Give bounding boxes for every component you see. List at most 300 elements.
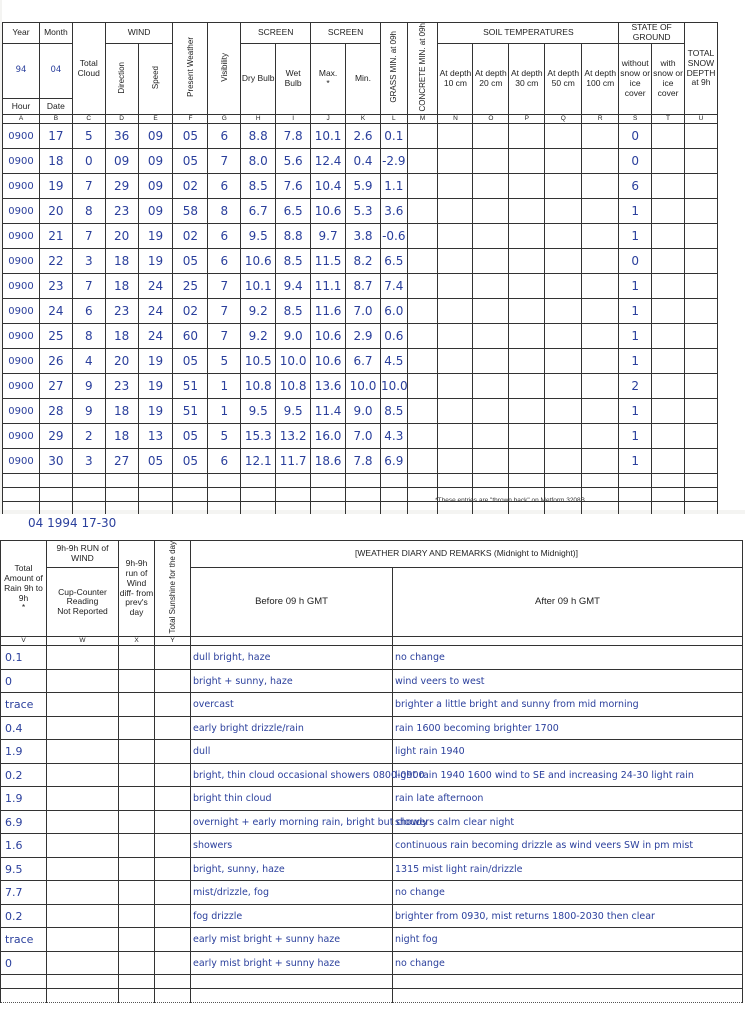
cell-dry: 6.7 xyxy=(241,199,276,224)
empty-cell xyxy=(545,449,582,474)
empty-cell xyxy=(545,249,582,274)
cell-vis: 6 xyxy=(208,449,241,474)
diary-row xyxy=(1,928,743,952)
observation-row xyxy=(3,249,718,274)
bottom-form-sheet xyxy=(0,514,745,1024)
cell-cloud: 9 xyxy=(72,399,105,424)
min-header: Min. xyxy=(346,43,381,115)
empty-cell xyxy=(509,324,545,349)
cell-hour: 0900 xyxy=(3,449,40,474)
cell-after: wind veers to west xyxy=(393,669,743,693)
empty-cell xyxy=(155,951,191,975)
empty-cell xyxy=(684,299,717,324)
cell-vis: 1 xyxy=(208,374,241,399)
cell-rain: 9.5 xyxy=(1,857,47,881)
cell-vis: 5 xyxy=(208,349,241,374)
cell-max: 11.6 xyxy=(311,299,346,324)
cell-ground: 2 xyxy=(619,374,652,399)
empty-cell xyxy=(393,989,743,1003)
empty-cell xyxy=(652,249,685,274)
empty-cell xyxy=(155,716,191,740)
diary-row xyxy=(1,693,743,717)
cell-dir: 20 xyxy=(105,224,138,249)
cell-vis: 6 xyxy=(208,249,241,274)
empty-cell xyxy=(47,834,119,858)
empty-cell xyxy=(652,124,685,149)
empty-cell xyxy=(582,274,619,299)
empty-cell xyxy=(119,693,155,717)
max-header: Max. * xyxy=(311,43,346,115)
cell-date: 22 xyxy=(39,249,72,274)
empty-cell xyxy=(438,474,473,488)
cell-weather: 51 xyxy=(173,374,208,399)
empty-cell xyxy=(393,975,743,989)
cell-ground: 1 xyxy=(619,224,652,249)
empty-cell xyxy=(545,199,582,224)
cell-grass: 6.9 xyxy=(380,449,407,474)
cell-date: 26 xyxy=(39,349,72,374)
cell-speed: 09 xyxy=(138,199,173,224)
cell-min: 8.7 xyxy=(346,274,381,299)
month-header: Month xyxy=(39,23,72,44)
empty-cell xyxy=(684,424,717,449)
cell-date: 25 xyxy=(39,324,72,349)
cell-vis: 7 xyxy=(208,274,241,299)
cell-weather: 02 xyxy=(173,224,208,249)
empty-cell xyxy=(3,474,40,488)
cell-date: 29 xyxy=(39,424,72,449)
empty-cell xyxy=(47,881,119,905)
cell-rain: 0.4 xyxy=(1,716,47,740)
cell-weather: 25 xyxy=(173,274,208,299)
empty-cell xyxy=(407,299,438,324)
empty-cell xyxy=(545,224,582,249)
column-letter: K xyxy=(346,115,381,124)
cell-hour: 0900 xyxy=(3,349,40,374)
screen-header-2: SCREEN xyxy=(311,23,381,44)
cell-before: early mist bright + sunny haze xyxy=(191,951,393,975)
observation-row xyxy=(3,149,718,174)
empty-cell xyxy=(652,199,685,224)
cell-rain: 1.6 xyxy=(1,834,47,858)
cell-dir: 36 xyxy=(105,124,138,149)
cell-speed: 24 xyxy=(138,324,173,349)
cell-dir: 23 xyxy=(105,374,138,399)
cell-grass: 6.5 xyxy=(380,249,407,274)
cell-wet: 9.0 xyxy=(276,324,311,349)
top-data-rows xyxy=(3,124,718,474)
cell-min: 5.3 xyxy=(346,199,381,224)
empty-cell xyxy=(155,881,191,905)
observation-row xyxy=(3,224,718,249)
cell-cloud: 9 xyxy=(72,374,105,399)
cell-rain: 0 xyxy=(1,669,47,693)
cell-after: 1315 mist light rain/drizzle xyxy=(393,857,743,881)
run-diff-header: 9h-9h run of Wind diff- from prev's day xyxy=(119,541,155,637)
empty-cell xyxy=(509,349,545,374)
empty-cell xyxy=(3,488,40,502)
empty-cell xyxy=(407,249,438,274)
cell-max: 9.7 xyxy=(311,224,346,249)
visibility-header: Visibility xyxy=(208,23,241,115)
cell-rain: 0.2 xyxy=(1,904,47,928)
cell-after: light rain 1940 1600 wind to SE and increasing 24-30 light rain xyxy=(393,763,743,787)
empty-cell xyxy=(652,374,685,399)
empty-cell xyxy=(47,716,119,740)
empty-cell xyxy=(545,349,582,374)
empty-cell xyxy=(684,474,717,488)
cell-grass: 0.1 xyxy=(380,124,407,149)
cell-cloud: 3 xyxy=(72,449,105,474)
cell-dry: 10.6 xyxy=(241,249,276,274)
empty-cell xyxy=(155,740,191,764)
cell-weather: 05 xyxy=(173,424,208,449)
cell-wet: 7.8 xyxy=(276,124,311,149)
empty-cell xyxy=(652,299,685,324)
concrete-min-header: CONCRETE MIN. at 09h xyxy=(407,23,438,115)
empty-cell xyxy=(473,199,509,224)
empty-cell xyxy=(438,274,473,299)
empty-cell xyxy=(684,199,717,224)
diary-row xyxy=(1,810,743,834)
cell-cloud: 3 xyxy=(72,249,105,274)
cell-dir: 18 xyxy=(105,274,138,299)
cell-dry: 8.5 xyxy=(241,174,276,199)
cell-min: 7.0 xyxy=(346,299,381,324)
cell-date: 23 xyxy=(39,274,72,299)
column-letter: A xyxy=(3,115,40,124)
cell-before: dull xyxy=(191,740,393,764)
empty-cell xyxy=(509,249,545,274)
cell-ground: 0 xyxy=(619,249,652,274)
cell-hour: 0900 xyxy=(3,299,40,324)
empty-cell xyxy=(684,124,717,149)
empty-cell xyxy=(119,787,155,811)
empty-cell xyxy=(155,763,191,787)
observation-row xyxy=(3,374,718,399)
empty-cell xyxy=(407,324,438,349)
empty-cell xyxy=(684,488,717,502)
diary-row xyxy=(1,646,743,670)
cell-vis: 8 xyxy=(208,199,241,224)
empty-cell xyxy=(545,324,582,349)
cell-wet: 10.8 xyxy=(276,374,311,399)
cell-vis: 7 xyxy=(208,324,241,349)
column-letter: M xyxy=(407,115,438,124)
empty-cell xyxy=(138,488,173,502)
speed-header: Speed xyxy=(138,43,173,115)
empty-cell xyxy=(119,928,155,952)
column-letter: G xyxy=(208,115,241,124)
cell-speed: 13 xyxy=(138,424,173,449)
empty-cell xyxy=(684,149,717,174)
cell-grass: -2.9 xyxy=(380,149,407,174)
empty-cell xyxy=(545,424,582,449)
soil-20-header: At depth 20 cm xyxy=(473,43,509,115)
empty-cell xyxy=(155,904,191,928)
cell-after: no change xyxy=(393,951,743,975)
cell-dry: 12.1 xyxy=(241,449,276,474)
present-weather-header: Present Weather xyxy=(173,23,208,115)
empty-cell xyxy=(47,975,119,989)
empty-cell xyxy=(380,488,407,502)
empty-cell xyxy=(438,324,473,349)
cell-before: showers xyxy=(191,834,393,858)
empty-cell xyxy=(155,669,191,693)
column-letter: H xyxy=(241,115,276,124)
observation-row xyxy=(3,399,718,424)
cell-after: showers calm clear night xyxy=(393,810,743,834)
cell-cloud: 8 xyxy=(72,199,105,224)
rain-total-header: Total Amount of Rain 9h to 9h * xyxy=(1,541,47,637)
empty-cell xyxy=(582,424,619,449)
cell-cloud: 7 xyxy=(72,224,105,249)
empty-cell xyxy=(473,374,509,399)
cell-grass: 3.6 xyxy=(380,199,407,224)
cell-weather: 05 xyxy=(173,249,208,274)
cell-dry: 9.2 xyxy=(241,299,276,324)
cell-grass: 1.1 xyxy=(380,174,407,199)
empty-cell xyxy=(311,488,346,502)
cell-weather: 05 xyxy=(173,449,208,474)
empty-cell xyxy=(346,488,381,502)
cell-grass: 10.0 xyxy=(380,374,407,399)
cell-min: 10.0 xyxy=(346,374,381,399)
cell-speed: 19 xyxy=(138,374,173,399)
empty-cell xyxy=(652,488,685,502)
column-letter: P xyxy=(509,115,545,124)
empty-cell xyxy=(47,857,119,881)
empty-cell xyxy=(105,488,138,502)
cell-min: 0.4 xyxy=(346,149,381,174)
cell-cloud: 7 xyxy=(72,174,105,199)
cell-hour: 0900 xyxy=(3,149,40,174)
column-letter: V xyxy=(1,637,47,646)
dry-bulb-header: Dry Bulb xyxy=(241,43,276,115)
soil-10-header: At depth 10 cm xyxy=(438,43,473,115)
observation-row xyxy=(3,449,718,474)
cell-before: dull bright, haze xyxy=(191,646,393,670)
empty-cell xyxy=(652,174,685,199)
observation-row xyxy=(3,199,718,224)
observation-row xyxy=(3,424,718,449)
empty-cell xyxy=(47,740,119,764)
cell-rain: trace xyxy=(1,928,47,952)
cell-min: 6.7 xyxy=(346,349,381,374)
cell-weather: 05 xyxy=(173,149,208,174)
diary-row xyxy=(1,881,743,905)
empty-cell xyxy=(652,324,685,349)
cell-after: no change xyxy=(393,646,743,670)
cell-dir: 09 xyxy=(105,149,138,174)
empty-cell xyxy=(509,474,545,488)
empty-cell xyxy=(407,449,438,474)
empty-cell xyxy=(155,693,191,717)
empty-cell xyxy=(582,349,619,374)
empty-cell xyxy=(119,857,155,881)
cell-hour: 0900 xyxy=(3,174,40,199)
empty-cell xyxy=(47,951,119,975)
cell-speed: 09 xyxy=(138,174,173,199)
empty-cell xyxy=(276,488,311,502)
diary-row xyxy=(1,904,743,928)
empty-cell xyxy=(582,149,619,174)
cell-before: bright, thin cloud occasional showers 0800-0900 xyxy=(191,763,393,787)
empty-cell xyxy=(582,124,619,149)
cell-before: early mist bright + sunny haze xyxy=(191,928,393,952)
empty-cell xyxy=(393,637,743,646)
month-value: 04 xyxy=(39,43,72,99)
empty-cell xyxy=(208,488,241,502)
cell-grass: 4.3 xyxy=(380,424,407,449)
before-09-header: Before 09 h GMT xyxy=(191,568,393,637)
cell-vis: 7 xyxy=(208,299,241,324)
empty-cell xyxy=(438,349,473,374)
cell-grass: 6.0 xyxy=(380,299,407,324)
empty-cell xyxy=(509,449,545,474)
column-letter: W xyxy=(47,637,119,646)
empty-cell xyxy=(241,474,276,488)
cell-weather: 05 xyxy=(173,124,208,149)
observation-row xyxy=(3,274,718,299)
empty-cell xyxy=(173,474,208,488)
cell-ground: 0 xyxy=(619,124,652,149)
column-letter: X xyxy=(119,637,155,646)
year-header: Year xyxy=(3,23,40,44)
date-header: Date xyxy=(39,99,72,115)
cell-hour: 0900 xyxy=(3,274,40,299)
screen-header-1: SCREEN xyxy=(241,23,311,44)
empty-cell xyxy=(119,716,155,740)
cell-after: night fog xyxy=(393,928,743,952)
empty-cell xyxy=(438,224,473,249)
empty-cell xyxy=(407,399,438,424)
empty-cell xyxy=(582,299,619,324)
empty-cell xyxy=(619,488,652,502)
empty-cell xyxy=(119,669,155,693)
cell-weather: 05 xyxy=(173,349,208,374)
after-09-header: After 09 h GMT xyxy=(393,568,743,637)
cell-max: 13.6 xyxy=(311,374,346,399)
empty-cell xyxy=(191,975,393,989)
diary-row xyxy=(1,669,743,693)
cell-after: rain 1600 becoming brighter 1700 xyxy=(393,716,743,740)
empty-cell xyxy=(119,834,155,858)
soil-100-header: At depth 100 cm xyxy=(582,43,619,115)
empty-cell xyxy=(582,449,619,474)
cell-dir: 18 xyxy=(105,424,138,449)
empty-cell xyxy=(473,424,509,449)
empty-cell xyxy=(47,989,119,1003)
empty-cell xyxy=(509,399,545,424)
cell-hour: 0900 xyxy=(3,249,40,274)
empty-cell xyxy=(545,274,582,299)
cell-dir: 18 xyxy=(105,324,138,349)
empty-cell xyxy=(684,349,717,374)
empty-cell xyxy=(47,669,119,693)
soil-50-header: At depth 50 cm xyxy=(545,43,582,115)
empty-cell xyxy=(582,488,619,502)
bottom-column-letters xyxy=(1,637,743,646)
direction-header: Direction xyxy=(105,43,138,115)
cell-rain: 1.9 xyxy=(1,740,47,764)
cell-date: 21 xyxy=(39,224,72,249)
empty-cell xyxy=(407,224,438,249)
empty-cell xyxy=(684,249,717,274)
empty-cell xyxy=(545,299,582,324)
empty-cell xyxy=(509,224,545,249)
empty-cell xyxy=(582,399,619,424)
cell-before: bright thin cloud xyxy=(191,787,393,811)
cell-wet: 8.5 xyxy=(276,299,311,324)
cup-counter-header: Cup-Counter Reading Not Reported xyxy=(47,568,119,637)
empty-cell xyxy=(652,449,685,474)
diary-row xyxy=(1,857,743,881)
empty-cell xyxy=(119,904,155,928)
cell-ground: 1 xyxy=(619,299,652,324)
cell-weather: 60 xyxy=(173,324,208,349)
cell-wet: 9.4 xyxy=(276,274,311,299)
cell-after: brighter from 0930, mist returns 1800-2030 then clear xyxy=(393,904,743,928)
cell-before: mist/drizzle, fog xyxy=(191,881,393,905)
cell-speed: 19 xyxy=(138,249,173,274)
empty-cell xyxy=(509,199,545,224)
cell-before: early bright drizzle/rain xyxy=(191,716,393,740)
cell-speed: 19 xyxy=(138,349,173,374)
cell-wet: 5.6 xyxy=(276,149,311,174)
diary-row xyxy=(1,787,743,811)
empty-cell xyxy=(191,989,393,1003)
cell-speed: 24 xyxy=(138,299,173,324)
cell-date: 30 xyxy=(39,449,72,474)
cell-speed: 09 xyxy=(138,124,173,149)
wind-header: WIND xyxy=(105,23,173,44)
cell-min: 5.9 xyxy=(346,174,381,199)
cell-hour: 0900 xyxy=(3,424,40,449)
cell-before: bright, sunny, haze xyxy=(191,857,393,881)
empty-cell xyxy=(509,149,545,174)
column-letter: F xyxy=(173,115,208,124)
cell-date: 27 xyxy=(39,374,72,399)
cell-hour: 0900 xyxy=(3,124,40,149)
empty-cell xyxy=(173,488,208,502)
cell-ground: 6 xyxy=(619,174,652,199)
empty-cell xyxy=(684,274,717,299)
cell-after: light rain 1940 xyxy=(393,740,743,764)
column-letter: C xyxy=(72,115,105,124)
cell-min: 8.2 xyxy=(346,249,381,274)
empty-cell xyxy=(155,857,191,881)
empty-cell xyxy=(545,399,582,424)
column-letter: S xyxy=(619,115,652,124)
empty-cell xyxy=(438,199,473,224)
column-letter: R xyxy=(582,115,619,124)
empty-cell xyxy=(72,488,105,502)
empty-cell xyxy=(509,299,545,324)
blank-row xyxy=(1,975,743,989)
empty-cell xyxy=(473,124,509,149)
empty-cell xyxy=(652,149,685,174)
empty-cell xyxy=(438,399,473,424)
cell-date: 20 xyxy=(39,199,72,224)
empty-cell xyxy=(47,810,119,834)
empty-cell xyxy=(47,693,119,717)
column-letter: L xyxy=(380,115,407,124)
empty-cell xyxy=(155,787,191,811)
empty-cell xyxy=(47,928,119,952)
empty-cell xyxy=(582,249,619,274)
column-letter: T xyxy=(652,115,685,124)
